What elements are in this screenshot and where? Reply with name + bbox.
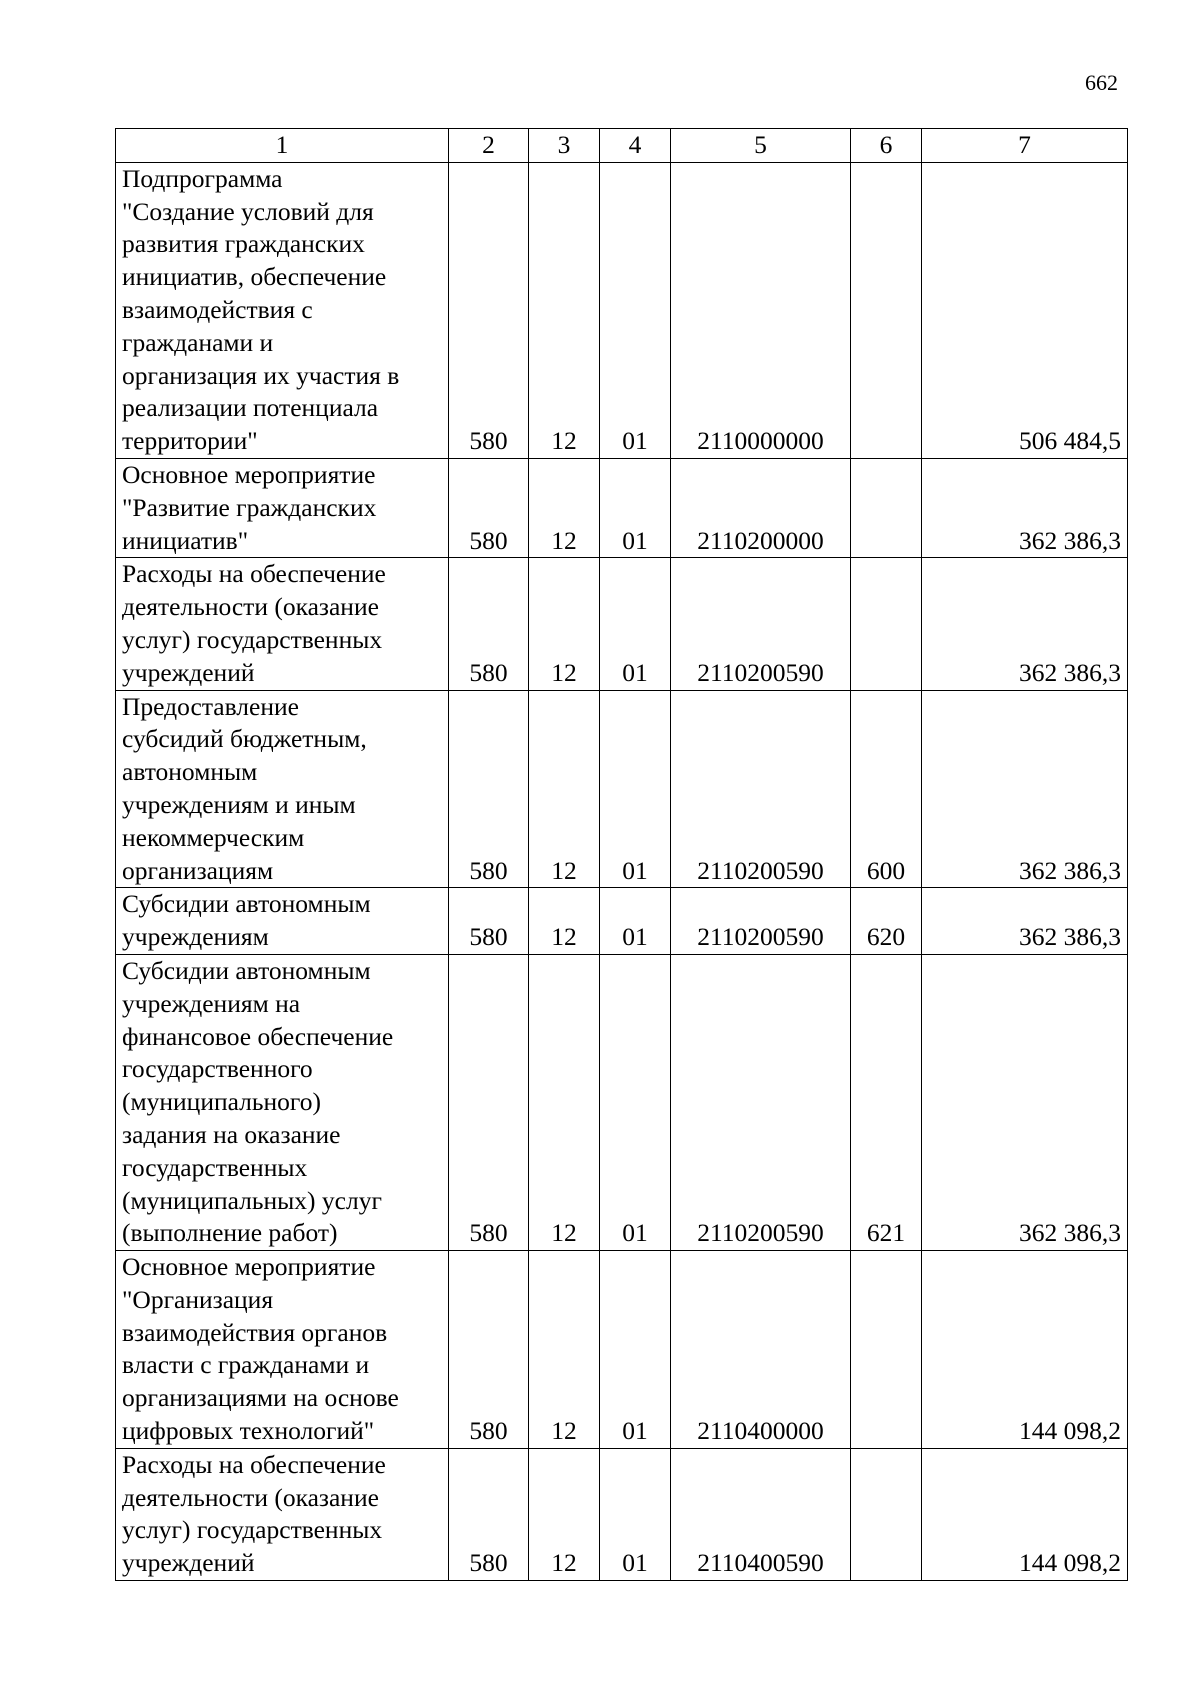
code-2-cell: 580: [449, 1251, 529, 1449]
code-5-cell: 2110200590: [671, 690, 851, 888]
code-6-cell: [851, 162, 922, 458]
row-name-line: власти с гражданами и: [122, 1350, 370, 1380]
code-3-cell: 12: [529, 162, 600, 458]
row-name-line: инициатив, обеспечение: [122, 262, 387, 292]
table-row: [116, 1251, 1128, 1449]
row-name-line: автономным: [122, 757, 258, 787]
row-name-line: организациям: [122, 855, 274, 885]
amount-cell: 144 098,2: [922, 1251, 1128, 1449]
row-name-line: финансовое обеспечение: [122, 1021, 394, 1051]
code-5-cell: 2110200590: [671, 558, 851, 690]
column-header-3: 3: [529, 129, 600, 163]
code-4-cell: 01: [600, 888, 671, 955]
code-4-cell: 01: [600, 1448, 671, 1580]
code-2-cell: 580: [449, 690, 529, 888]
row-name-line: "Создание условий для: [122, 196, 374, 226]
row-name-cell: [116, 1251, 449, 1449]
row-name-cell: [116, 954, 449, 1250]
code-6-cell: [851, 458, 922, 557]
row-name-line: Субсидии автономным: [122, 889, 371, 919]
row-name-cell: [116, 888, 449, 955]
row-name-line: "Развитие гражданских: [122, 492, 377, 522]
table-row: [116, 888, 1128, 955]
code-6-cell: 620: [851, 888, 922, 955]
code-3-cell: 12: [529, 558, 600, 690]
column-header-2: 2: [449, 129, 529, 163]
budget-table: [115, 128, 1128, 1581]
code-4-cell: 01: [600, 690, 671, 888]
code-2-cell: 580: [449, 888, 529, 955]
row-name-line: учреждений: [122, 1548, 255, 1578]
code-6-cell: 600: [851, 690, 922, 888]
amount-cell: 362 386,3: [922, 888, 1128, 955]
row-name-line: реализации потенциала: [122, 393, 379, 423]
code-2-cell: 580: [449, 162, 529, 458]
row-name-line: взаимодействия с: [122, 294, 313, 324]
row-name-line: цифровых технологий": [122, 1416, 375, 1446]
row-name-cell: [116, 162, 449, 458]
code-4-cell: 01: [600, 558, 671, 690]
code-3-cell: 12: [529, 888, 600, 955]
row-name-line: учреждениям: [122, 922, 269, 952]
code-3-cell: 12: [529, 458, 600, 557]
table-row: [116, 1448, 1128, 1580]
row-name-line: учреждениям на: [122, 988, 301, 1018]
code-3-cell: 12: [529, 1448, 600, 1580]
row-name-line: (муниципального): [122, 1087, 321, 1117]
amount-cell: 506 484,5: [922, 162, 1128, 458]
code-2-cell: 580: [449, 458, 529, 557]
row-name-line: услуг) государственных: [122, 1515, 383, 1545]
table-row: [116, 162, 1128, 458]
row-name-line: Расходы на обеспечение: [122, 1449, 386, 1479]
row-name-line: "Организация: [122, 1284, 274, 1314]
table-header-row: [116, 129, 1128, 163]
table-row: [116, 954, 1128, 1250]
code-2-cell: 580: [449, 954, 529, 1250]
code-3-cell: 12: [529, 954, 600, 1250]
code-5-cell: 2110200590: [671, 954, 851, 1250]
row-name-line: Основное мероприятие: [122, 459, 376, 489]
code-3-cell: 12: [529, 690, 600, 888]
amount-cell: 362 386,3: [922, 690, 1128, 888]
row-name-line: (выполнение работ): [122, 1218, 338, 1248]
code-6-cell: 621: [851, 954, 922, 1250]
row-name-line: государственного: [122, 1054, 313, 1084]
table-row: [116, 690, 1128, 888]
code-6-cell: [851, 1251, 922, 1449]
row-name-line: развития гражданских: [122, 229, 365, 259]
row-name-line: (муниципальных) услуг: [122, 1185, 382, 1215]
code-4-cell: 01: [600, 954, 671, 1250]
row-name-line: деятельности (оказание: [122, 1482, 379, 1512]
column-header-7: 7: [922, 129, 1128, 163]
code-5-cell: 2110200590: [671, 888, 851, 955]
code-6-cell: [851, 558, 922, 690]
row-name-cell: [116, 458, 449, 557]
code-2-cell: 580: [449, 1448, 529, 1580]
row-name-line: учреждений: [122, 657, 255, 687]
code-5-cell: 2110000000: [671, 162, 851, 458]
row-name-line: задания на оказание: [122, 1119, 341, 1149]
code-5-cell: 2110400590: [671, 1448, 851, 1580]
row-name-line: Основное мероприятие: [122, 1252, 376, 1282]
code-2-cell: 580: [449, 558, 529, 690]
column-header-6: 6: [851, 129, 922, 163]
code-5-cell: 2110400000: [671, 1251, 851, 1449]
code-3-cell: 12: [529, 1251, 600, 1449]
page-number: 662: [1085, 70, 1118, 95]
code-4-cell: 01: [600, 458, 671, 557]
column-header-5: 5: [671, 129, 851, 163]
row-name-line: инициатив": [122, 525, 249, 555]
row-name-line: организациями на основе: [122, 1383, 399, 1413]
row-name-cell: [116, 1448, 449, 1580]
code-4-cell: 01: [600, 1251, 671, 1449]
row-name-line: Субсидии автономным: [122, 955, 371, 985]
row-name-line: учреждениям и иным: [122, 789, 356, 819]
code-5-cell: 2110200000: [671, 458, 851, 557]
column-header-1: 1: [116, 129, 449, 163]
row-name-line: организация их участия в: [122, 360, 400, 390]
row-name-line: Подпрограмма: [122, 163, 283, 193]
row-name-line: гражданами и: [122, 327, 274, 357]
column-header-4: 4: [600, 129, 671, 163]
amount-cell: 362 386,3: [922, 458, 1128, 557]
row-name-line: государственных: [122, 1152, 308, 1182]
row-name-line: некоммерческим: [122, 822, 305, 852]
code-6-cell: [851, 1448, 922, 1580]
row-name-line: территории": [122, 426, 258, 456]
row-name-line: Предоставление: [122, 691, 299, 721]
row-name-line: деятельности (оказание: [122, 592, 379, 622]
code-4-cell: 01: [600, 162, 671, 458]
row-name-cell: [116, 690, 449, 888]
row-name-line: взаимодействия органов: [122, 1317, 388, 1347]
row-name-line: субсидий бюджетным,: [122, 724, 367, 754]
row-name-cell: [116, 558, 449, 690]
table-row: [116, 558, 1128, 690]
amount-cell: 362 386,3: [922, 954, 1128, 1250]
table-row: [116, 458, 1128, 557]
amount-cell: 144 098,2: [922, 1448, 1128, 1580]
amount-cell: 362 386,3: [922, 558, 1128, 690]
table-body: [116, 162, 1128, 1580]
row-name-line: услуг) государственных: [122, 624, 383, 654]
row-name-line: Расходы на обеспечение: [122, 559, 386, 589]
